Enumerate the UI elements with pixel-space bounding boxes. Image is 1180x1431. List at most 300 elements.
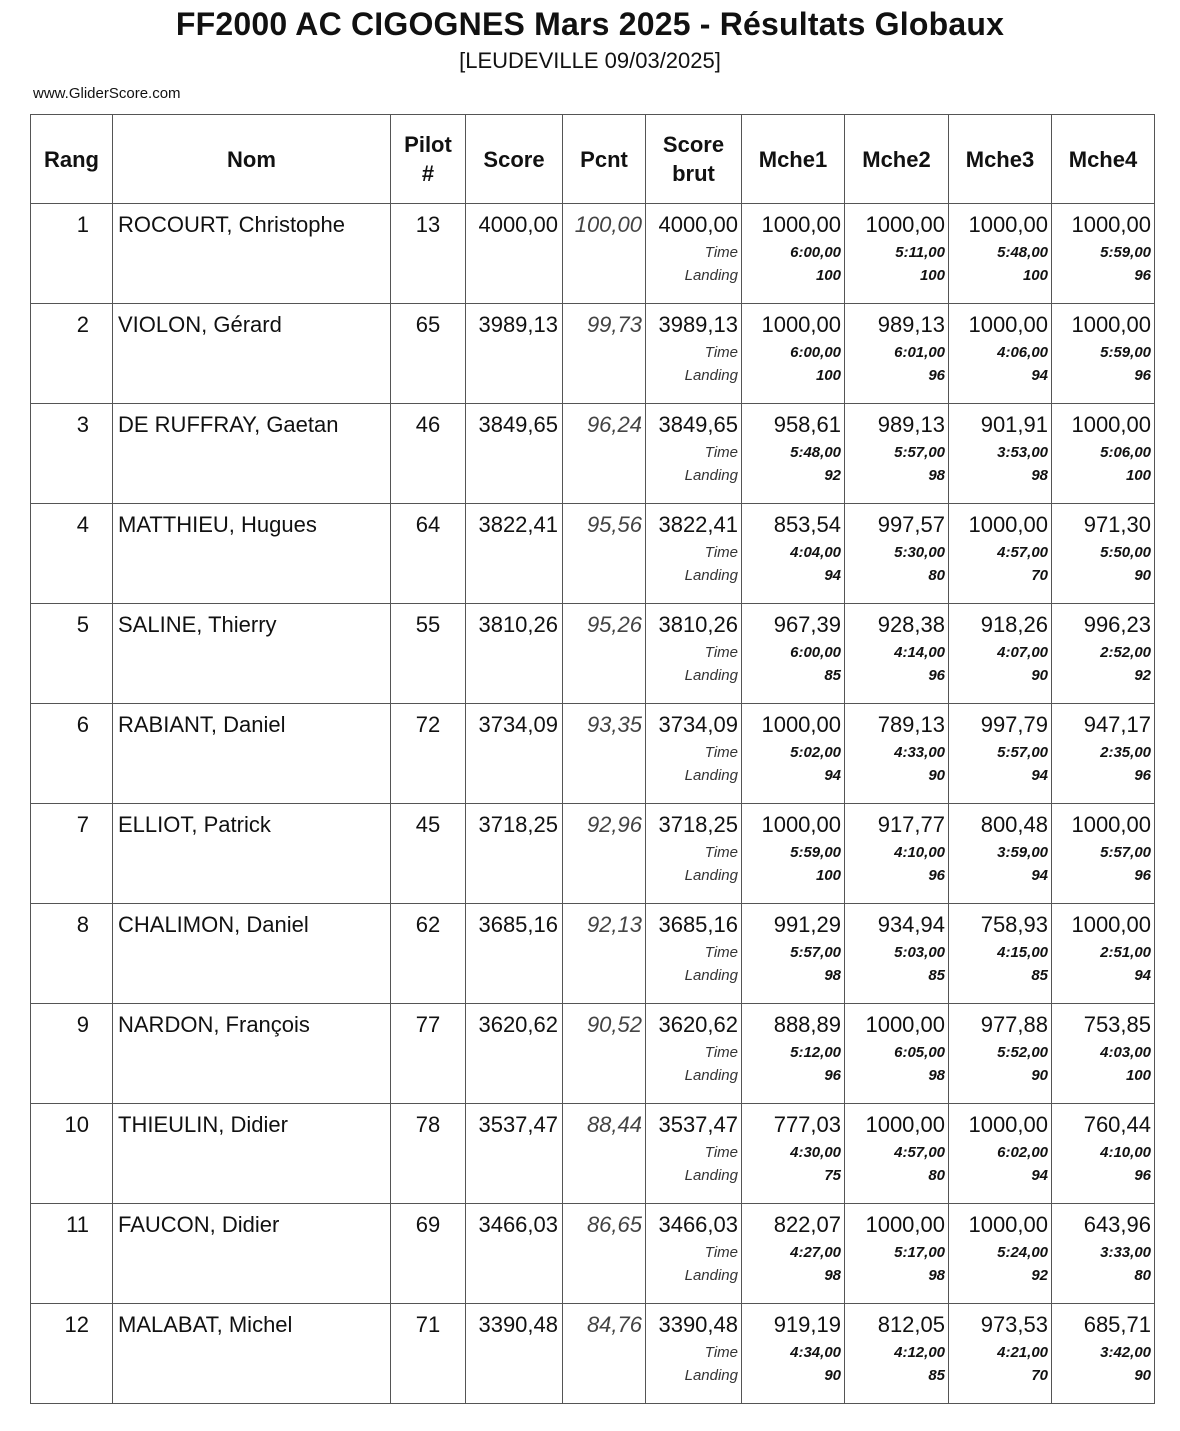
- mche3-cell: [949, 904, 1052, 1004]
- round-score: 888,89: [773, 1012, 841, 1037]
- score-value: 3390,48: [478, 1312, 558, 1337]
- pilot-name: SALINE, Thierry: [118, 612, 277, 637]
- score-cell: [466, 1004, 563, 1104]
- pilot-number-cell: [391, 404, 466, 504]
- round-landing: 94: [824, 567, 841, 584]
- time-label: Time: [704, 844, 738, 861]
- pcnt-cell: [563, 504, 646, 604]
- round-score: 958,61: [773, 412, 841, 437]
- round-landing: 90: [1031, 667, 1048, 684]
- round-time: 5:17,00: [894, 1244, 945, 1261]
- round-score: 996,23: [1083, 612, 1151, 637]
- pilot-number-cell: [391, 904, 466, 1004]
- pilot-number-cell: [391, 304, 466, 404]
- pilot-number-cell: [391, 204, 466, 304]
- score-brut-cell: [646, 904, 742, 1004]
- score-cell: [466, 504, 563, 604]
- round-landing: 98: [1031, 467, 1048, 484]
- score-brut-value: 3685,16: [658, 912, 738, 937]
- round-score: 789,13: [877, 712, 945, 737]
- time-label: Time: [704, 1044, 738, 1061]
- round-time: 4:57,00: [997, 544, 1048, 561]
- round-time: 6:02,00: [997, 1144, 1048, 1161]
- table-row: [31, 504, 1155, 604]
- pilot-name: DE RUFFRAY, Gaetan: [118, 412, 339, 437]
- mche3-cell: [949, 304, 1052, 404]
- landing-label: Landing: [684, 1267, 738, 1284]
- round-landing: 96: [1134, 767, 1151, 784]
- round-landing: 75: [824, 1167, 841, 1184]
- score-brut-value: 3989,13: [658, 312, 738, 337]
- round-score: 822,07: [773, 1212, 841, 1237]
- rang-cell: [31, 1304, 113, 1404]
- time-label: Time: [704, 644, 738, 661]
- pcnt-cell: [563, 404, 646, 504]
- event-subtitle: [LEUDEVILLE 09/03/2025]: [459, 48, 721, 73]
- mche4-cell: [1052, 1204, 1155, 1304]
- round-time: 5:03,00: [894, 944, 945, 961]
- landing-label: Landing: [684, 467, 738, 484]
- table-row: [31, 404, 1155, 504]
- time-label: Time: [704, 944, 738, 961]
- mche2-cell: [845, 1204, 949, 1304]
- score-cell: [466, 1204, 563, 1304]
- round-landing: 90: [928, 767, 945, 784]
- round-time: 5:57,00: [790, 944, 841, 961]
- mche1-cell: [742, 1104, 845, 1204]
- mche2-cell: [845, 1104, 949, 1204]
- mche2-cell: [845, 1304, 949, 1404]
- round-score: 967,39: [773, 612, 841, 637]
- col-header-pcnt: Pcnt: [563, 115, 646, 204]
- round-time: 5:57,00: [894, 444, 945, 461]
- round-landing: 96: [928, 667, 945, 684]
- round-landing: 90: [1031, 1067, 1048, 1084]
- mche1-cell: [742, 704, 845, 804]
- round-landing: 96: [824, 1067, 841, 1084]
- mche4-cell: [1052, 1004, 1155, 1104]
- round-landing: 94: [824, 767, 841, 784]
- mche3-cell: [949, 504, 1052, 604]
- round-score: 1000,00: [761, 312, 841, 337]
- time-label: Time: [704, 244, 738, 261]
- pcnt-value: 86,65: [586, 1212, 642, 1237]
- pilot-number-cell: [391, 1204, 466, 1304]
- round-landing: 90: [824, 1367, 841, 1384]
- round-score: 1000,00: [1071, 212, 1151, 237]
- score-brut-cell: [646, 504, 742, 604]
- rang-cell: [31, 1204, 113, 1304]
- score-value: 3466,03: [478, 1212, 558, 1237]
- round-landing: 98: [928, 1267, 945, 1284]
- round-time: 5:59,00: [790, 844, 841, 861]
- score-brut-value: 3718,25: [658, 812, 738, 837]
- round-landing: 100: [815, 867, 841, 884]
- rang-value: 4: [76, 512, 89, 537]
- score-brut-value: 3810,26: [658, 612, 738, 637]
- round-landing: 100: [1125, 467, 1151, 484]
- pcnt-value: 90,52: [586, 1012, 642, 1037]
- nom-cell: [113, 1204, 391, 1304]
- round-time: 5:59,00: [1100, 344, 1151, 361]
- mche4-cell: [1052, 204, 1155, 304]
- round-score: 1000,00: [1071, 812, 1151, 837]
- mche1-cell: [742, 504, 845, 604]
- round-landing: 85: [1031, 967, 1048, 984]
- pilot-name: NARDON, François: [118, 1012, 310, 1037]
- table-row: [31, 1304, 1155, 1404]
- nom-cell: [113, 504, 391, 604]
- score-cell: [466, 1104, 563, 1204]
- pcnt-value: 92,13: [586, 912, 642, 937]
- nom-cell: [113, 404, 391, 504]
- rang-cell: [31, 1004, 113, 1104]
- score-brut-cell: [646, 1004, 742, 1104]
- nom-cell: [113, 1004, 391, 1104]
- score-brut-value: 3390,48: [658, 1312, 738, 1337]
- time-label: Time: [704, 1144, 738, 1161]
- landing-label: Landing: [684, 567, 738, 584]
- round-time: 4:27,00: [790, 1244, 841, 1261]
- score-brut-value: 3620,62: [658, 1012, 738, 1037]
- score-brut-value: 3822,41: [658, 512, 738, 537]
- nom-cell: [113, 704, 391, 804]
- nom-cell: [113, 304, 391, 404]
- col-header-brut-line1: Score: [662, 132, 725, 157]
- mche1-cell: [742, 1204, 845, 1304]
- pilot-name: FAUCON, Didier: [118, 1212, 280, 1237]
- round-score: 1000,00: [761, 712, 841, 737]
- round-score: 1000,00: [865, 1012, 945, 1037]
- round-time: 6:05,00: [894, 1044, 945, 1061]
- pilot-number-cell: [391, 1004, 466, 1104]
- round-time: 4:14,00: [894, 644, 945, 661]
- mche1-cell: [742, 404, 845, 504]
- pilot-number-cell: [391, 804, 466, 904]
- score-brut-cell: [646, 604, 742, 704]
- mche3-cell: [949, 204, 1052, 304]
- round-landing: 70: [1031, 567, 1048, 584]
- mche4-cell: [1052, 404, 1155, 504]
- pilot-number: 71: [415, 1312, 441, 1337]
- rang-value: 1: [76, 212, 89, 237]
- col-header-nom: Nom: [113, 115, 391, 204]
- mche2-cell: [845, 504, 949, 604]
- round-landing: 85: [928, 1367, 945, 1384]
- time-label: Time: [704, 744, 738, 761]
- round-landing: 94: [1031, 767, 1048, 784]
- pilot-name: CHALIMON, Daniel: [118, 912, 309, 937]
- round-landing: 94: [1134, 967, 1151, 984]
- mche2-cell: [845, 404, 949, 504]
- round-time: 3:59,00: [997, 844, 1048, 861]
- round-score: 800,48: [980, 812, 1048, 837]
- pilot-name: MALABAT, Michel: [118, 1312, 293, 1337]
- round-time: 3:42,00: [1100, 1344, 1151, 1361]
- rang-cell: [31, 404, 113, 504]
- landing-label: Landing: [684, 367, 738, 384]
- round-score: 1000,00: [761, 812, 841, 837]
- mche2-cell: [845, 704, 949, 804]
- nom-cell: [113, 1104, 391, 1204]
- score-brut-cell: [646, 1304, 742, 1404]
- landing-label: Landing: [684, 967, 738, 984]
- mche1-cell: [742, 304, 845, 404]
- mche1-cell: [742, 604, 845, 704]
- round-landing: 90: [1134, 567, 1151, 584]
- rang-value: 11: [66, 1212, 89, 1237]
- round-score: 1000,00: [968, 512, 1048, 537]
- mche2-cell: [845, 1004, 949, 1104]
- score-brut-cell: [646, 1104, 742, 1204]
- round-landing: 100: [1125, 1067, 1151, 1084]
- round-landing: 98: [928, 1067, 945, 1084]
- round-landing: 100: [919, 267, 945, 284]
- round-time: 2:51,00: [1100, 944, 1151, 961]
- pilot-number: 46: [415, 412, 441, 437]
- round-landing: 96: [1134, 867, 1151, 884]
- round-landing: 100: [815, 267, 841, 284]
- round-landing: 85: [928, 967, 945, 984]
- results-body: [31, 204, 1155, 1404]
- round-score: 777,03: [773, 1112, 841, 1137]
- score-value: 3718,25: [478, 812, 558, 837]
- round-time: 5:02,00: [790, 744, 841, 761]
- round-score: 928,38: [877, 612, 945, 637]
- mche4-cell: [1052, 804, 1155, 904]
- time-label: Time: [704, 344, 738, 361]
- pcnt-cell: [563, 804, 646, 904]
- round-time: 4:33,00: [894, 744, 945, 761]
- round-time: 2:52,00: [1100, 644, 1151, 661]
- round-score: 812,05: [877, 1312, 945, 1337]
- landing-label: Landing: [684, 767, 738, 784]
- pcnt-cell: [563, 704, 646, 804]
- pcnt-cell: [563, 304, 646, 404]
- time-label: Time: [704, 544, 738, 561]
- rang-value: 9: [76, 1012, 89, 1037]
- round-time: 3:53,00: [997, 444, 1048, 461]
- round-landing: 98: [928, 467, 945, 484]
- round-score: 1000,00: [1071, 912, 1151, 937]
- rang-cell: [31, 1104, 113, 1204]
- mche4-cell: [1052, 504, 1155, 604]
- landing-label: Landing: [684, 1367, 738, 1384]
- round-score: 1000,00: [968, 1212, 1048, 1237]
- round-landing: 94: [1031, 367, 1048, 384]
- col-header-mche2: Mche2: [845, 115, 949, 204]
- round-score: 643,96: [1083, 1212, 1151, 1237]
- score-cell: [466, 304, 563, 404]
- round-landing: 98: [824, 967, 841, 984]
- round-score: 977,88: [980, 1012, 1048, 1037]
- nom-cell: [113, 204, 391, 304]
- round-landing: 96: [1134, 267, 1151, 284]
- rang-cell: [31, 604, 113, 704]
- table-row: [31, 1004, 1155, 1104]
- mche4-cell: [1052, 604, 1155, 704]
- round-landing: 98: [824, 1267, 841, 1284]
- round-landing: 80: [928, 1167, 945, 1184]
- round-time: 5:48,00: [997, 244, 1048, 261]
- score-value: 4000,00: [478, 212, 558, 237]
- round-score: 1000,00: [865, 1112, 945, 1137]
- round-landing: 96: [928, 367, 945, 384]
- pilot-number: 13: [415, 212, 441, 237]
- round-score: 918,26: [980, 612, 1048, 637]
- mche4-cell: [1052, 1104, 1155, 1204]
- score-value: 3810,26: [478, 612, 558, 637]
- nom-cell: [113, 1304, 391, 1404]
- pilot-number-cell: [391, 1304, 466, 1404]
- pilot-number: 45: [415, 812, 441, 837]
- score-value: 3849,65: [478, 412, 558, 437]
- score-brut-cell: [646, 1204, 742, 1304]
- round-score: 947,17: [1083, 712, 1151, 737]
- round-score: 758,93: [980, 912, 1048, 937]
- round-score: 989,13: [877, 312, 945, 337]
- col-header-pilot-line1: Pilot: [404, 132, 452, 157]
- rang-value: 3: [76, 412, 89, 437]
- score-brut-value: 3734,09: [658, 712, 738, 737]
- round-time: 4:10,00: [894, 844, 945, 861]
- pilot-number-cell: [391, 1104, 466, 1204]
- website-link[interactable]: www.GliderScore.com: [33, 85, 181, 102]
- round-time: 3:33,00: [1100, 1244, 1151, 1261]
- pilot-number: 69: [415, 1212, 441, 1237]
- pcnt-value: 88,44: [586, 1112, 642, 1137]
- score-value: 3822,41: [478, 512, 558, 537]
- mche1-cell: [742, 1004, 845, 1104]
- mche3-cell: [949, 1104, 1052, 1204]
- round-time: 4:04,00: [790, 544, 841, 561]
- round-time: 4:07,00: [997, 644, 1048, 661]
- round-landing: 100: [815, 367, 841, 384]
- mche2-cell: [845, 304, 949, 404]
- col-header-mche1: Mche1: [742, 115, 845, 204]
- nom-cell: [113, 904, 391, 1004]
- mche2-cell: [845, 604, 949, 704]
- pilot-number: 78: [415, 1112, 441, 1137]
- mche3-cell: [949, 604, 1052, 704]
- round-time: 5:11,00: [895, 244, 945, 261]
- round-score: 934,94: [877, 912, 945, 937]
- round-score: 1000,00: [761, 212, 841, 237]
- score-value: 3734,09: [478, 712, 558, 737]
- round-time: 5:57,00: [997, 744, 1048, 761]
- round-time: 2:35,00: [1100, 744, 1151, 761]
- landing-label: Landing: [684, 667, 738, 684]
- round-score: 760,44: [1083, 1112, 1151, 1137]
- mche3-cell: [949, 404, 1052, 504]
- mche1-cell: [742, 804, 845, 904]
- landing-label: Landing: [684, 1067, 738, 1084]
- rang-value: 7: [76, 812, 89, 837]
- round-score: 989,13: [877, 412, 945, 437]
- round-landing: 92: [1031, 1267, 1048, 1284]
- round-time: 5:06,00: [1100, 444, 1151, 461]
- table-row: [31, 304, 1155, 404]
- score-brut-value: 3466,03: [658, 1212, 738, 1237]
- round-score: 1000,00: [865, 1212, 945, 1237]
- round-time: 5:59,00: [1100, 244, 1151, 261]
- pilot-number: 77: [415, 1012, 441, 1037]
- table-row: [31, 204, 1155, 304]
- pilot-number: 72: [415, 712, 441, 737]
- mche1-cell: [742, 204, 845, 304]
- table-row: [31, 604, 1155, 704]
- pilot-name: MATTHIEU, Hugues: [118, 512, 317, 537]
- score-brut-cell: [646, 304, 742, 404]
- round-landing: 85: [824, 667, 841, 684]
- pcnt-value: 93,35: [586, 712, 642, 737]
- table-row: [31, 804, 1155, 904]
- round-score: 997,79: [980, 712, 1048, 737]
- round-time: 5:52,00: [997, 1044, 1048, 1061]
- score-cell: [466, 404, 563, 504]
- col-header-mche4: Mche4: [1052, 115, 1155, 204]
- rang-cell: [31, 704, 113, 804]
- score-cell: [466, 204, 563, 304]
- time-label: Time: [704, 1244, 738, 1261]
- round-score: 1000,00: [1071, 412, 1151, 437]
- score-value: 3989,13: [478, 312, 558, 337]
- mche2-cell: [845, 204, 949, 304]
- mche1-cell: [742, 904, 845, 1004]
- round-landing: 96: [928, 867, 945, 884]
- mche3-cell: [949, 704, 1052, 804]
- page-title: FF2000 AC CIGOGNES Mars 2025 - Résultats Globaux: [175, 6, 1005, 42]
- rang-cell: [31, 904, 113, 1004]
- pcnt-cell: [563, 1104, 646, 1204]
- round-landing: 94: [1031, 1167, 1048, 1184]
- mche2-cell: [845, 804, 949, 904]
- mche3-cell: [949, 804, 1052, 904]
- round-landing: 70: [1031, 1367, 1048, 1384]
- table-row: [31, 904, 1155, 1004]
- pilot-number: 64: [415, 512, 441, 537]
- pilot-number: 62: [415, 912, 441, 937]
- col-header-mche3: Mche3: [949, 115, 1052, 204]
- round-time: 4:15,00: [997, 944, 1048, 961]
- score-cell: [466, 904, 563, 1004]
- pcnt-cell: [563, 604, 646, 704]
- pcnt-value: 100,00: [574, 212, 642, 237]
- round-score: 1000,00: [968, 1112, 1048, 1137]
- pcnt-value: 99,73: [586, 312, 642, 337]
- score-cell: [466, 604, 563, 704]
- mche1-cell: [742, 1304, 845, 1404]
- col-header-brut-line2: brut: [672, 161, 715, 186]
- rang-cell: [31, 304, 113, 404]
- round-landing: 92: [824, 467, 841, 484]
- pcnt-cell: [563, 1304, 646, 1404]
- score-brut-value: 4000,00: [658, 212, 738, 237]
- pilot-number: 65: [415, 312, 441, 337]
- col-header-rang: Rang: [31, 115, 113, 204]
- col-header-score: Score: [466, 115, 563, 204]
- pilot-number-cell: [391, 504, 466, 604]
- score-value: 3620,62: [478, 1012, 558, 1037]
- mche3-cell: [949, 1304, 1052, 1404]
- pilot-name: VIOLON, Gérard: [118, 312, 282, 337]
- round-time: 5:24,00: [997, 1244, 1048, 1261]
- rang-cell: [31, 804, 113, 904]
- pcnt-cell: [563, 1004, 646, 1104]
- mche4-cell: [1052, 304, 1155, 404]
- col-header-pilot-line2: #: [421, 161, 435, 186]
- round-time: 4:03,00: [1100, 1044, 1151, 1061]
